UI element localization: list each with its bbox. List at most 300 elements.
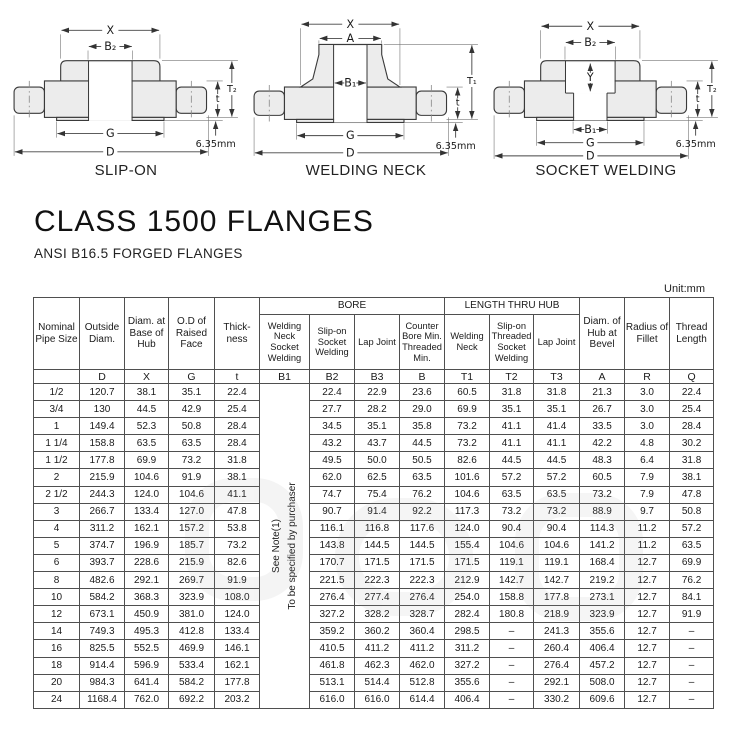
table-cell: 31.8 xyxy=(534,384,580,401)
dim-d: D xyxy=(106,145,115,159)
table-cell: 374.7 xyxy=(80,537,125,554)
col-header-thickness: Thick-ness xyxy=(215,298,260,370)
table-cell: 76.2 xyxy=(400,486,445,503)
table-cell: 11.2 xyxy=(625,537,670,554)
table-cell: 222.3 xyxy=(400,572,445,589)
group-header-bore: BORE xyxy=(260,298,445,315)
table-cell: 2 1/2 xyxy=(34,486,80,503)
col-header-hub-bevel: Diam. of Hub at Bevel xyxy=(580,298,625,370)
table-cell: 185.7 xyxy=(169,537,215,554)
dim-g: G xyxy=(105,127,115,141)
table-cell: 276.4 xyxy=(400,589,445,606)
table-cell: 1 1/2 xyxy=(34,452,80,469)
table-row xyxy=(34,554,714,571)
table-cell: 276.4 xyxy=(534,657,580,674)
table-cell: 9.7 xyxy=(625,503,670,520)
table-cell: 76.2 xyxy=(670,572,714,589)
table-cell: 144.5 xyxy=(355,537,400,554)
table-cell: 130 xyxy=(80,401,125,418)
table-cell: 12 xyxy=(34,606,80,623)
table-cell: 41.1 xyxy=(490,418,534,435)
table-cell: 27.7 xyxy=(310,401,355,418)
table-cell: 457.2 xyxy=(580,657,625,674)
table-cell: 41.1 xyxy=(490,435,534,452)
table-cell: 42.2 xyxy=(580,435,625,452)
table-cell: 50.5 xyxy=(400,452,445,469)
group-header-length-thru-hub: LENGTH THRU HUB xyxy=(445,298,580,315)
table-cell: 762.0 xyxy=(125,691,169,708)
table-cell: 73.2 xyxy=(534,503,580,520)
table-cell: 116.1 xyxy=(310,520,355,537)
table-cell: 41.1 xyxy=(534,435,580,452)
table-cell: 552.5 xyxy=(125,640,169,657)
socket-welding-drawing xyxy=(488,10,724,162)
table-cell: 4 xyxy=(34,520,80,537)
letter-cell: Q xyxy=(670,370,714,384)
b1-note-cell xyxy=(260,384,310,709)
table-cell: 616.0 xyxy=(355,691,400,708)
table-cell: 12.7 xyxy=(625,623,670,640)
table-cell: 215.9 xyxy=(80,469,125,486)
letter-cell xyxy=(34,370,80,384)
dim-thru: T₂ xyxy=(706,84,717,96)
table-cell: 31.8 xyxy=(670,452,714,469)
table-cell: 114.3 xyxy=(580,520,625,537)
table-cell: 47.8 xyxy=(670,486,714,503)
table-cell: 673.1 xyxy=(80,606,125,623)
table-cell: 24 xyxy=(34,691,80,708)
table-cell: 469.9 xyxy=(169,640,215,657)
table-cell: 119.1 xyxy=(534,554,580,571)
table-cell: 1 xyxy=(34,418,80,435)
table-row xyxy=(34,623,714,640)
table-cell: 116.8 xyxy=(355,520,400,537)
table-cell: 146.1 xyxy=(215,640,260,657)
table-cell: 35.1 xyxy=(534,401,580,418)
col-header-fillet: Radius of Fillet xyxy=(625,298,670,370)
flange-dimensions-table xyxy=(33,297,714,709)
letter-cell: D xyxy=(80,370,125,384)
table-cell: 266.7 xyxy=(80,503,125,520)
table-cell: 34.5 xyxy=(310,418,355,435)
table-cell: 410.5 xyxy=(310,640,355,657)
table-cell: 104.6 xyxy=(125,469,169,486)
table-cell: 120.7 xyxy=(80,384,125,401)
table-cell: 584.2 xyxy=(169,674,215,691)
col-header-outside-diam: Outside Diam. xyxy=(80,298,125,370)
table-cell: 749.3 xyxy=(80,623,125,640)
table-cell: 158.8 xyxy=(490,589,534,606)
table-cell: 277.4 xyxy=(355,589,400,606)
dim-t: t xyxy=(695,94,700,106)
table-row xyxy=(34,418,714,435)
table-cell: 641.4 xyxy=(125,674,169,691)
table-cell: 11.2 xyxy=(625,520,670,537)
table-cell: 104.6 xyxy=(169,486,215,503)
table-cell: 12.7 xyxy=(625,572,670,589)
dim-thru: T₂ xyxy=(226,84,237,96)
table-header xyxy=(34,298,714,384)
table-row xyxy=(34,435,714,452)
col-header-b: Counter Bore Min. Threaded Min. xyxy=(400,315,445,370)
dim-b2: B₂ xyxy=(584,35,597,49)
table-cell: 22.4 xyxy=(215,384,260,401)
table-cell: 222.3 xyxy=(355,572,400,589)
table-cell: 49.5 xyxy=(310,452,355,469)
table-cell: 12.7 xyxy=(625,554,670,571)
table-cell: – xyxy=(670,691,714,708)
table-row xyxy=(34,469,714,486)
diagram-caption: SOCKET WELDING xyxy=(535,162,677,179)
table-cell: 3.0 xyxy=(625,384,670,401)
table-cell: 180.8 xyxy=(490,606,534,623)
table-row xyxy=(34,452,714,469)
table-cell: 69.9 xyxy=(445,401,490,418)
table-cell: 38.1 xyxy=(215,469,260,486)
table-cell: 269.7 xyxy=(169,572,215,589)
col-header-thread-length: Thread Length xyxy=(670,298,714,370)
table-cell: 48.3 xyxy=(580,452,625,469)
table-cell: 35.1 xyxy=(490,401,534,418)
letter-cell: B2 xyxy=(310,370,355,384)
diagram-socket-welding xyxy=(488,10,724,179)
table-cell: 218.9 xyxy=(534,606,580,623)
table-cell: 393.7 xyxy=(80,554,125,571)
table-cell: 244.3 xyxy=(80,486,125,503)
table-cell: 62.5 xyxy=(355,469,400,486)
table-cell: – xyxy=(670,623,714,640)
table-cell: 162.1 xyxy=(125,520,169,537)
table-row xyxy=(34,606,714,623)
table-cell: 616.0 xyxy=(310,691,355,708)
table-row xyxy=(34,657,714,674)
table-cell: 74.7 xyxy=(310,486,355,503)
table-cell: 482.6 xyxy=(80,572,125,589)
table-cell: 28.4 xyxy=(670,418,714,435)
table-cell: 73.2 xyxy=(215,537,260,554)
table-cell: 914.4 xyxy=(80,657,125,674)
diagram-row xyxy=(0,0,730,179)
table-cell: 508.0 xyxy=(580,674,625,691)
col-header-t2: Slip-on Threaded Socket Welding xyxy=(490,315,534,370)
table-cell: 44.5 xyxy=(534,452,580,469)
table-cell: 12.7 xyxy=(625,657,670,674)
col-header-t1: Welding Neck xyxy=(445,315,490,370)
table-cell: 12.7 xyxy=(625,674,670,691)
table-cell: 133.4 xyxy=(125,503,169,520)
table-cell: 10 xyxy=(34,589,80,606)
table-cell: 91.9 xyxy=(169,469,215,486)
table-cell: 330.2 xyxy=(534,691,580,708)
table-cell: 328.2 xyxy=(355,606,400,623)
table-cell: 170.7 xyxy=(310,554,355,571)
dim-t: t xyxy=(215,94,220,106)
welding-neck-drawing xyxy=(248,10,484,162)
table-cell: 41.1 xyxy=(215,486,260,503)
col-header-b2: Slip-on Socket Welding xyxy=(310,315,355,370)
table-row xyxy=(34,572,714,589)
table-cell: 2 xyxy=(34,469,80,486)
table-cell: 157.2 xyxy=(169,520,215,537)
table-cell: 609.6 xyxy=(580,691,625,708)
table-cell: – xyxy=(490,640,534,657)
table-cell: – xyxy=(670,674,714,691)
table-cell: 292.1 xyxy=(125,572,169,589)
dim-g: G xyxy=(345,129,355,143)
table-cell: 41.4 xyxy=(534,418,580,435)
table-cell: 323.9 xyxy=(580,606,625,623)
dim-x: X xyxy=(346,17,355,31)
table-cell: 359.2 xyxy=(310,623,355,640)
table-cell: 292.1 xyxy=(534,674,580,691)
col-header-raised-face: O.D of Raised Face xyxy=(169,298,215,370)
table-cell: 69.9 xyxy=(670,554,714,571)
table-cell: 692.2 xyxy=(169,691,215,708)
table-cell: 462.0 xyxy=(400,657,445,674)
table-cell: 127.0 xyxy=(169,503,215,520)
table-cell: 141.2 xyxy=(580,537,625,554)
table-cell: 5 xyxy=(34,537,80,554)
page-title: CLASS 1500 FLANGES xyxy=(34,205,374,238)
dim-g: G xyxy=(585,136,595,150)
table-cell: 143.8 xyxy=(310,537,355,554)
letter-cell: T2 xyxy=(490,370,534,384)
table-cell: 21.3 xyxy=(580,384,625,401)
table-cell: 35.8 xyxy=(400,418,445,435)
table-cell: 142.7 xyxy=(534,572,580,589)
table-cell: 88.9 xyxy=(580,503,625,520)
dim-y: Y xyxy=(586,70,594,84)
table-cell: 323.9 xyxy=(169,589,215,606)
table-cell: 38.1 xyxy=(670,469,714,486)
table-cell: 450.9 xyxy=(125,606,169,623)
table-cell: 228.6 xyxy=(125,554,169,571)
title-block xyxy=(34,205,730,261)
table-cell: 104.6 xyxy=(534,537,580,554)
table-cell: 108.0 xyxy=(215,589,260,606)
table-cell: 298.5 xyxy=(445,623,490,640)
letter-cell: R xyxy=(625,370,670,384)
table-cell: 73.2 xyxy=(445,418,490,435)
table-cell: – xyxy=(670,657,714,674)
table-cell: 26.7 xyxy=(580,401,625,418)
table-row xyxy=(34,503,714,520)
col-header-t3: Lap Joint xyxy=(534,315,580,370)
table-cell: 63.5 xyxy=(534,486,580,503)
table-cell: 92.2 xyxy=(400,503,445,520)
table-cell: 63.5 xyxy=(125,435,169,452)
table-cell: 31.8 xyxy=(490,384,534,401)
table-cell: 119.1 xyxy=(490,554,534,571)
table-cell: 276.4 xyxy=(310,589,355,606)
table-cell: 273.1 xyxy=(580,589,625,606)
table-row xyxy=(34,520,714,537)
dim-face: 6.35mm xyxy=(435,140,476,152)
table-cell: 8 xyxy=(34,572,80,589)
table-cell: 311.2 xyxy=(80,520,125,537)
table-cell: 18 xyxy=(34,657,80,674)
dim-thru: T₁ xyxy=(466,75,477,87)
table-cell: 215.9 xyxy=(169,554,215,571)
table-cell: 406.4 xyxy=(580,640,625,657)
table-cell: 203.2 xyxy=(215,691,260,708)
table-cell: 28.4 xyxy=(215,435,260,452)
table-cell: 90.4 xyxy=(490,520,534,537)
table-cell: 23.6 xyxy=(400,384,445,401)
table-cell: 4.8 xyxy=(625,435,670,452)
table-cell: 984.3 xyxy=(80,674,125,691)
table-cell: 177.8 xyxy=(80,452,125,469)
table-cell: 57.2 xyxy=(534,469,580,486)
table-cell: 31.8 xyxy=(215,452,260,469)
table-cell: – xyxy=(670,640,714,657)
table-cell: 73.2 xyxy=(445,435,490,452)
table-cell: 101.6 xyxy=(445,469,490,486)
table-cell: 28.2 xyxy=(355,401,400,418)
table-cell: 28.4 xyxy=(215,418,260,435)
table-cell: 495.3 xyxy=(125,623,169,640)
table-cell: 133.4 xyxy=(215,623,260,640)
table-cell: 35.1 xyxy=(169,384,215,401)
table-cell: 381.0 xyxy=(169,606,215,623)
table-cell: 16 xyxy=(34,640,80,657)
table-cell: 124.0 xyxy=(445,520,490,537)
table-cell: 63.5 xyxy=(490,486,534,503)
table-cell: 355.6 xyxy=(445,674,490,691)
table-cell: 177.8 xyxy=(534,589,580,606)
table-cell: 91.9 xyxy=(670,606,714,623)
table-cell: 3.0 xyxy=(625,418,670,435)
table-cell: 53.8 xyxy=(215,520,260,537)
table-cell: 104.6 xyxy=(490,537,534,554)
table-cell: 84.1 xyxy=(670,589,714,606)
table-cell: 327.2 xyxy=(310,606,355,623)
table-cell: 50.8 xyxy=(169,418,215,435)
table-cell: 47.8 xyxy=(215,503,260,520)
table-cell: 43.2 xyxy=(310,435,355,452)
table-cell: 44.5 xyxy=(400,435,445,452)
table-cell: 75.4 xyxy=(355,486,400,503)
table-cell: 63.5 xyxy=(169,435,215,452)
table-cell: 512.8 xyxy=(400,674,445,691)
table-cell: 1/2 xyxy=(34,384,80,401)
table-cell: 533.4 xyxy=(169,657,215,674)
table-row xyxy=(34,537,714,554)
table-row xyxy=(34,486,714,503)
letter-cell: A xyxy=(580,370,625,384)
letter-cell: B xyxy=(400,370,445,384)
table-cell: 73.2 xyxy=(169,452,215,469)
table-cell: 171.5 xyxy=(445,554,490,571)
unit-label: Unit:mm xyxy=(664,283,705,295)
table-cell: 614.4 xyxy=(400,691,445,708)
table-cell: 38.1 xyxy=(125,384,169,401)
table-cell: 1168.4 xyxy=(80,691,125,708)
table-cell: 90.7 xyxy=(310,503,355,520)
bore-opening xyxy=(574,93,606,120)
table-cell: 411.2 xyxy=(400,640,445,657)
table-cell: 12.7 xyxy=(625,606,670,623)
table-cell: 12.7 xyxy=(625,691,670,708)
table-cell: 22.4 xyxy=(310,384,355,401)
table-cell: 90.4 xyxy=(534,520,580,537)
table-cell: 82.6 xyxy=(445,452,490,469)
table-cell: 311.2 xyxy=(445,640,490,657)
table-cell: 514.4 xyxy=(355,674,400,691)
table-cell: 412.8 xyxy=(169,623,215,640)
table-cell: 219.2 xyxy=(580,572,625,589)
table-cell: 282.4 xyxy=(445,606,490,623)
table-cell: 328.7 xyxy=(400,606,445,623)
table-cell: 73.2 xyxy=(490,503,534,520)
dim-face: 6.35mm xyxy=(195,138,236,150)
table-cell: 254.0 xyxy=(445,589,490,606)
table-cell: 158.8 xyxy=(80,435,125,452)
table-cell: 124.0 xyxy=(125,486,169,503)
dim-face: 6.35mm xyxy=(675,138,716,150)
table-cell: 63.5 xyxy=(400,469,445,486)
table-cell: 461.8 xyxy=(310,657,355,674)
table-cell: 124.0 xyxy=(215,606,260,623)
b1-note: See Note(1) To be specified by purchaser xyxy=(270,482,298,610)
table-cell: 20 xyxy=(34,674,80,691)
table-cell: 117.6 xyxy=(400,520,445,537)
table-cell: 57.2 xyxy=(490,469,534,486)
table-cell: 411.2 xyxy=(355,640,400,657)
diagram-caption: WELDING NECK xyxy=(305,162,427,179)
table-cell: 91.9 xyxy=(215,572,260,589)
letter-cell: T1 xyxy=(445,370,490,384)
table-cell: – xyxy=(490,623,534,640)
table-cell: 30.2 xyxy=(670,435,714,452)
table-cell: 155.4 xyxy=(445,537,490,554)
table-cell: 3.0 xyxy=(625,401,670,418)
table-cell: 62.0 xyxy=(310,469,355,486)
dim-d: D xyxy=(346,146,355,160)
table-cell: 104.6 xyxy=(445,486,490,503)
table-cell: 69.9 xyxy=(125,452,169,469)
table-cell: 584.2 xyxy=(80,589,125,606)
table-cell: 43.7 xyxy=(355,435,400,452)
col-header-nps: Nominal Pipe Size xyxy=(34,298,80,370)
table-cell: 241.3 xyxy=(534,623,580,640)
table-cell: 360.4 xyxy=(400,623,445,640)
dim-d: D xyxy=(586,149,595,162)
table-cell: 42.9 xyxy=(169,401,215,418)
table-cell: 7.9 xyxy=(625,469,670,486)
table-body xyxy=(34,384,714,709)
table-row xyxy=(34,384,714,401)
slip-on-drawing xyxy=(8,10,244,162)
table-cell: 196.9 xyxy=(125,537,169,554)
table-cell: 168.4 xyxy=(580,554,625,571)
table-cell: 22.9 xyxy=(355,384,400,401)
dim-b1: B₁ xyxy=(344,76,357,90)
dim-t: t xyxy=(455,97,460,109)
bore-opening xyxy=(89,62,132,121)
table-cell: 825.5 xyxy=(80,640,125,657)
table-cell: 6 xyxy=(34,554,80,571)
table-cell: – xyxy=(490,657,534,674)
table-cell: 368.3 xyxy=(125,589,169,606)
table-cell: 327.2 xyxy=(445,657,490,674)
table-cell: 513.1 xyxy=(310,674,355,691)
table-cell: 3/4 xyxy=(34,401,80,418)
table-cell: 7.9 xyxy=(625,486,670,503)
table-row xyxy=(34,589,714,606)
table-cell: 63.5 xyxy=(670,537,714,554)
table-row xyxy=(34,674,714,691)
